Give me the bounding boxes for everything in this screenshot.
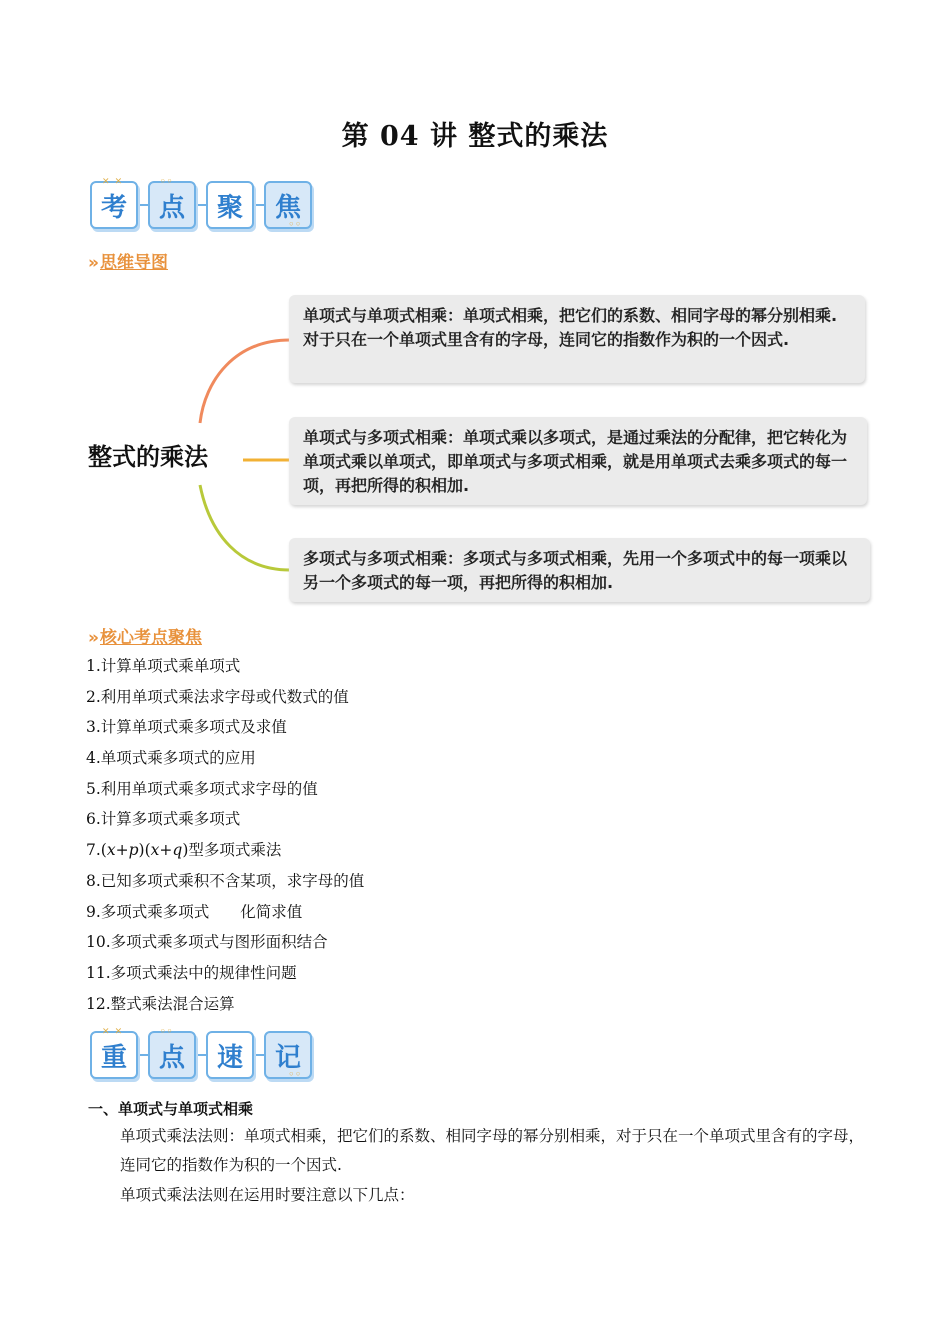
double-chevron-icon: »: [88, 253, 99, 273]
section-heading-mindmap: »思维导图: [88, 253, 168, 273]
mindmap-branch-2: 单项式与多项式相乘：单项式乘以多项式，是通过乘法的分配律，把它转化为单项式乘以单项式，即单项式与多项式相乘，就是用单项式去乘多项式的每一项，再把所得的积相加.: [289, 417, 867, 505]
section-1-note: 单项式乘法法则在运用时要注意以下几点：: [120, 1186, 415, 1204]
badge-kaodianjujiao: [90, 177, 312, 230]
mindmap-branch-3: 多项式与多项式相乘：多项式与多项式相乘，先用一个多项式中的每一项乘以另一个多项式的每一项，再把所得的积相加.: [289, 538, 870, 602]
badge-tile: ◦◦ 点: [148, 1031, 196, 1079]
list-item: 7.(x+p)(x+q)型多项式乘法: [86, 841, 282, 860]
list-item: 2.利用单项式乘法求字母或代数式的值: [86, 687, 349, 706]
list-item: 1.计算单项式乘单项式: [86, 657, 241, 675]
list-item: 10.多项式乘多项式与图形面积结合: [86, 933, 328, 952]
badge-tile: ✕ ✕ 考: [90, 181, 138, 229]
badge-tile: ◦◦ 记: [264, 1031, 312, 1079]
mindmap: [0, 285, 950, 615]
mindmap-branch-1: 单项式与单项式相乘：单项式相乘，把它们的系数、相同字母的幂分别相乘.对于只在一个单项式里含有的字母，连同它的指数作为积的一个因式.: [289, 295, 865, 383]
mindmap-center: 整式的乘法: [88, 443, 208, 471]
list-item: 8.已知多项式乘积不含某项，求字母的值: [86, 871, 365, 890]
list-item: 5.利用单项式乘多项式求字母的值: [86, 779, 318, 798]
list-item: 11.多项式乘法中的规律性问题: [86, 963, 297, 982]
badge-tile: ◦◦ 焦: [264, 181, 312, 229]
section-1-rule: 单项式乘法法则：单项式相乘，把它们的系数、相同字母的幂分别相乘，对于只在一个单项式里含有的字母，连同它的指数作为积的一个因式.: [120, 1127, 865, 1174]
core-topic-list: [86, 654, 364, 1022]
section-heading-core: »核心考点聚焦: [88, 628, 202, 648]
list-item: 9.多项式乘多项式 化简求值: [86, 902, 303, 921]
list-item: 3.计算单项式乘多项式及求值: [86, 718, 287, 737]
page-title: 第 04 讲 整式的乘法: [341, 121, 609, 152]
section-1-heading: 一、单项式与单项式相乘: [88, 1100, 254, 1118]
list-item: 12.整式乘法混合运算: [86, 994, 235, 1013]
badge-tile: 聚: [206, 181, 254, 229]
connector-3: [200, 485, 290, 570]
badge-tile: ✕ ✕ 重: [90, 1031, 138, 1079]
connector-1: [200, 340, 290, 423]
double-chevron-icon: »: [88, 628, 99, 648]
badge-tile: 速: [206, 1031, 254, 1079]
badge-zhongdiansuji: [90, 1027, 312, 1080]
list-item: 4.单项式乘多项式的应用: [86, 749, 256, 768]
list-item: 6.计算多项式乘多项式: [86, 810, 241, 829]
badge-tile: ◦◦ 点: [148, 181, 196, 229]
